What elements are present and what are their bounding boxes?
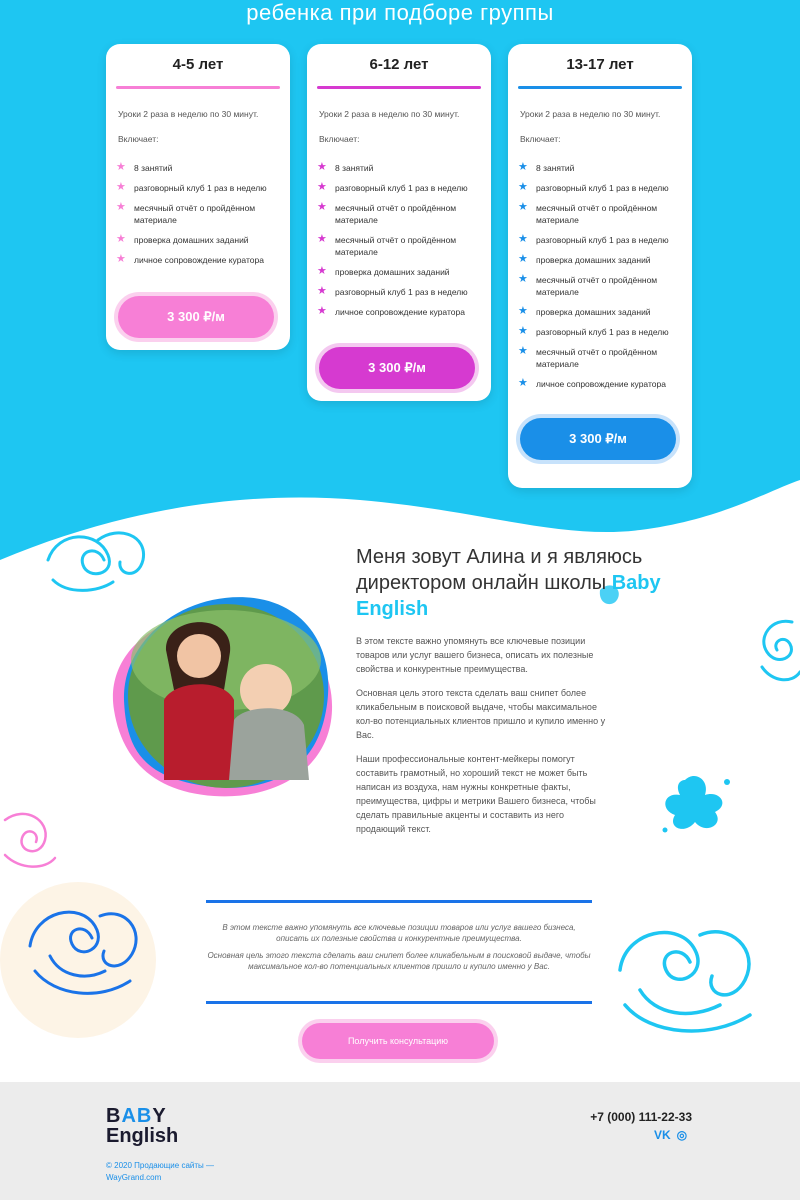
about-paragraph: Наши профессиональные контент-мейкеры помогут составить грамотный, но хороший текст не может быть написан из воздуха, нам нужны конкретные факты, преимущества, цифры и метрики Вашего бизнеса, чтобы сделать правильные акценты и составить из него продающий текст. xyxy=(356,754,596,834)
phone-number[interactable]: +7 (000) 111-22-33 xyxy=(590,1110,692,1124)
director-photo xyxy=(104,590,344,810)
logo[interactable]: BABY English xyxy=(106,1105,179,1147)
social-links xyxy=(654,1128,687,1142)
star-icon: ★ xyxy=(518,325,528,337)
card-description: Уроки 2 раза в неделю по 30 минут. xyxy=(319,109,460,119)
list-item: ★ разговорный клуб 1 раз в неделю xyxy=(518,181,669,193)
list-item: ★ 8 занятий xyxy=(317,161,374,173)
star-icon: ★ xyxy=(518,233,528,245)
star-icon: ★ xyxy=(317,161,327,173)
star-icon: ★ xyxy=(518,161,528,173)
star-icon: ★ xyxy=(317,285,327,297)
card-title: 6-12 лет xyxy=(369,56,429,73)
vk-icon[interactable]: VK xyxy=(654,1128,671,1142)
card-includes-label: Включает: xyxy=(520,134,561,144)
card-title: 13-17 лет xyxy=(566,56,634,73)
swirl-decoration-icon xyxy=(0,800,60,880)
list-item: ★ проверка домашних заданий xyxy=(518,253,651,265)
about-text xyxy=(356,634,606,846)
star-icon: ★ xyxy=(317,201,327,213)
about-paragraph: В этом тексте важно упомянуть все ключевые позиции товаров или услуг вашего бизнеса, описать их полезные свойства и конкурентные преимущества. xyxy=(356,636,594,674)
star-icon: ★ xyxy=(116,161,126,173)
star-icon: ★ xyxy=(518,377,528,389)
star-icon: ★ xyxy=(518,273,528,285)
quote-block xyxy=(206,922,592,978)
list-item: ★ личное сопровождение куратора xyxy=(116,253,264,265)
swirl-decoration-icon xyxy=(752,612,800,692)
card-title: 4-5 лет xyxy=(172,56,224,73)
pricing-card-13-17 xyxy=(508,44,692,488)
star-icon: ★ xyxy=(317,181,327,193)
list-item: ★ месячный отчёт о пройдённом материале xyxy=(116,201,256,225)
card-divider xyxy=(518,86,682,89)
pricing-card-4-5 xyxy=(106,44,290,350)
list-item: ★ месячный отчёт о пройдённом материале xyxy=(518,345,658,369)
card-description: Уроки 2 раза в неделю по 30 минут. xyxy=(520,109,661,119)
star-icon: ★ xyxy=(518,181,528,193)
list-item: ★ личное сопровождение куратора xyxy=(317,305,465,317)
swirl-decoration-icon xyxy=(20,896,150,1006)
quote-divider-top xyxy=(206,900,592,903)
list-item: ★ разговорный клуб 1 раз в неделю xyxy=(317,181,468,193)
list-item: ★ месячный отчёт о пройдённом материале xyxy=(518,201,658,225)
star-icon: ★ xyxy=(116,181,126,193)
star-icon: ★ xyxy=(317,233,327,245)
price-button[interactable]: 3 300 ₽/м xyxy=(118,296,274,338)
card-divider xyxy=(317,86,481,89)
list-item: ★ разговорный клуб 1 раз в неделю xyxy=(518,233,669,245)
star-icon: ★ xyxy=(518,305,528,317)
consultation-button[interactable]: Получить консультацию xyxy=(302,1023,494,1059)
price-button[interactable]: 3 300 ₽/м xyxy=(319,347,475,389)
swirl-decoration-icon xyxy=(38,520,158,600)
list-item: ★ месячный отчёт о пройдённом материале xyxy=(317,201,457,225)
star-icon: ★ xyxy=(518,201,528,213)
feature-list xyxy=(317,162,483,326)
list-item: ★ проверка домашних заданий xyxy=(518,305,651,317)
copyright: © 2020 Продающие сайты — WayGrand.com xyxy=(106,1161,215,1182)
list-item: ★ месячный отчёт о пройдённом материале xyxy=(518,273,658,297)
list-item: ★ разговорный клуб 1 раз в неделю xyxy=(116,181,267,193)
list-item: ★ 8 занятий xyxy=(518,161,575,173)
card-description: Уроки 2 раза в неделю по 30 минут. xyxy=(118,109,259,119)
pricing-card-6-12 xyxy=(307,44,491,401)
feature-list xyxy=(116,162,282,274)
card-divider xyxy=(116,86,280,89)
star-icon: ★ xyxy=(317,265,327,277)
list-item: ★ проверка домашних заданий xyxy=(317,265,450,277)
list-item: ★ разговорный клуб 1 раз в неделю xyxy=(317,285,468,297)
section-subtitle: ребенка при подборе группы xyxy=(246,0,554,25)
list-item: ★ разговорный клуб 1 раз в неделю xyxy=(518,325,669,337)
star-icon: ★ xyxy=(317,305,327,317)
list-item: ★ личное сопровождение куратора xyxy=(518,377,666,389)
star-icon: ★ xyxy=(116,201,126,213)
feature-list xyxy=(518,162,684,398)
swirl-decoration-icon xyxy=(600,910,770,1050)
quote-line: Основная цель этого текста сделать ваш снипет более кликабельным в поисковой выдаче, чтобы максимальное кол-во потенциальных клиентов пришло и купило именно у Вас. xyxy=(207,951,591,971)
copyright-link[interactable]: WayGrand.com xyxy=(106,1173,162,1182)
star-icon: ★ xyxy=(116,253,126,265)
quote-divider-bottom xyxy=(206,1001,592,1004)
star-icon: ★ xyxy=(518,345,528,357)
star-icon: ★ xyxy=(518,253,528,265)
quote-line: В этом тексте важно упомянуть все ключевые позиции товаров или услуг вашего бизнеса, описать их полезные свойства и конкурентные преимущества. xyxy=(222,923,576,943)
list-item: ★ 8 занятий xyxy=(116,161,173,173)
ink-splash-icon xyxy=(655,770,735,840)
list-item: ★ проверка домашних заданий xyxy=(116,233,249,245)
instagram-icon[interactable]: ◎ xyxy=(676,1128,688,1142)
star-icon: ★ xyxy=(116,233,126,245)
card-includes-label: Включает: xyxy=(118,134,159,144)
about-paragraph: Основная цель этого текста сделать ваш снипет более кликабельным в поисковой выдаче, чтобы максимальное кол-во потенциальных клиентов пришло и купило именно у Вас. xyxy=(356,688,606,740)
card-includes-label: Включает: xyxy=(319,134,360,144)
about-title: Меня зовут Алина и я являюсь директором онлайн школы Baby English xyxy=(356,546,661,620)
list-item: ★ месячный отчёт о пройдённом материале xyxy=(317,233,457,257)
photo-frame xyxy=(104,590,344,810)
brand-name: Baby English xyxy=(356,572,661,620)
price-button[interactable]: 3 300 ₽/м xyxy=(520,418,676,460)
